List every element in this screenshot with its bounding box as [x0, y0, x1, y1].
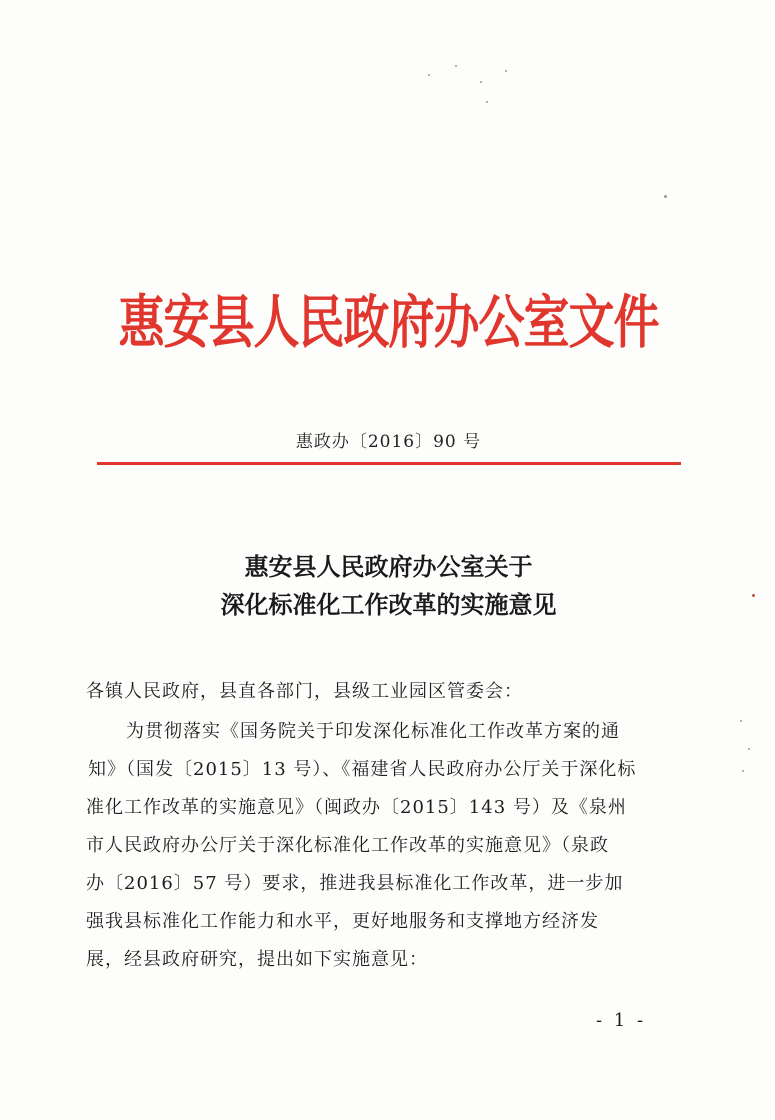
- body-line: 知》（国发〔2015〕13 号）、《福建省人民政府办公厅关于深化标: [88, 759, 637, 780]
- scan-speck: [505, 70, 507, 72]
- body-line: 强我县标准化工作能力和水平，更好地服务和支撑地方经济发: [86, 911, 599, 932]
- scan-speck: [664, 195, 667, 198]
- scan-speck: [428, 74, 430, 76]
- body-line: 准化工作改革的实施意见》（闽政办〔2015〕143 号）及《泉州: [86, 797, 627, 818]
- scan-speck: [748, 748, 750, 750]
- body-line: 市人民政府办公厅关于深化标准化工作改革的实施意见》（泉政: [86, 835, 609, 856]
- body-line: 为贯彻落实《国务院关于印发深化标准化工作改革方案的通: [126, 721, 620, 742]
- page-number: - 1 -: [596, 1010, 647, 1031]
- scan-speck: [752, 594, 755, 597]
- scan-speck: [486, 101, 488, 103]
- document-number: 惠政办〔2016〕90 号: [295, 432, 482, 452]
- body-line: 办〔2016〕57 号）要求，推进我县标准化工作改革，进一步加: [86, 873, 624, 894]
- body-line: 展，经县政府研究，提出如下实施意见：: [86, 949, 428, 970]
- scan-speck: [742, 770, 744, 772]
- scan-speck: [480, 81, 482, 83]
- document-masthead: 惠安县人民政府办公室文件: [118, 288, 659, 356]
- title-line-1: 惠安县人民政府办公室关于: [244, 552, 533, 581]
- scan-speck: [740, 720, 742, 722]
- title-line-2: 深化标准化工作改革的实施意见: [220, 590, 557, 619]
- salutation: 各镇人民政府，县直各部门，县级工业园区管委会：: [86, 681, 523, 702]
- red-divider-line: [97, 462, 681, 465]
- document-title: [96, 548, 681, 624]
- scan-speck: [455, 65, 457, 67]
